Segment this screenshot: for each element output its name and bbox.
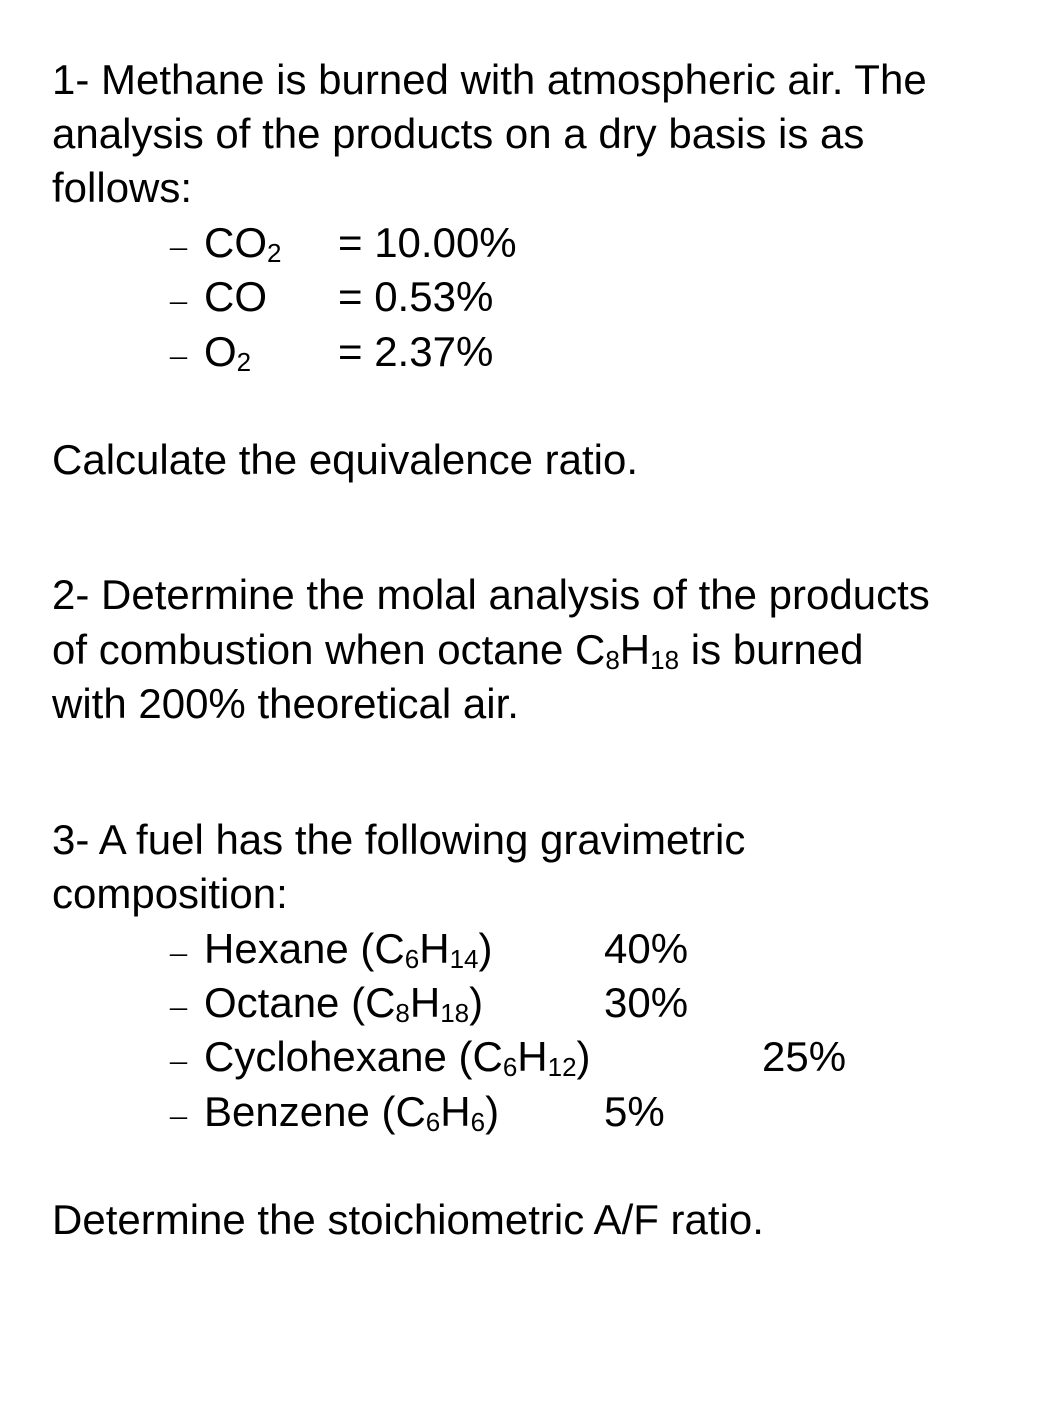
- problem3-question: Determine the stoichiometric A/F ratio.: [52, 1196, 764, 1243]
- item-value: 25%: [762, 1033, 847, 1080]
- problem3-line-1: 3- A fuel has the following gravimetric: [52, 816, 746, 863]
- item-value: = 0.53%: [338, 273, 494, 320]
- item-value: = 2.37%: [338, 328, 494, 375]
- problem3-item-benzene: – Benzene $(C_6H_6)$ 5%: [170, 1085, 499, 1143]
- dash-bullet: –: [170, 988, 187, 1025]
- dash-bullet: –: [170, 1097, 187, 1134]
- problem1-line-2: analysis of the products on a dry basis is as: [52, 110, 865, 157]
- problem3-item-octane: – Octane $(C_8H_{18})$ 30%: [170, 976, 483, 1034]
- dash-bullet: –: [170, 228, 187, 265]
- problem3-item-cyclohexane: – Cyclohexane $(C_6H_{12})$ 25%: [170, 1030, 591, 1088]
- dash-bullet: –: [170, 282, 187, 319]
- dash-bullet: –: [170, 934, 187, 971]
- problem1-line-1: 1- Methane is burned with atmospheric air. The: [52, 56, 927, 103]
- item-value: 5%: [604, 1088, 665, 1135]
- problem1-item-co: – CO = 0.53%: [170, 270, 267, 328]
- item-value: 30%: [604, 979, 689, 1026]
- problem3-item-hexane: – Hexane $(C_6H_{14})$ 40%: [170, 922, 493, 980]
- problem1-question: Calculate the equivalence ratio.: [52, 436, 639, 483]
- problem1-item-o2: – $O_2$ = 2.37%: [170, 325, 251, 383]
- problem2-line-2: of combustion when octane $C_8H_{18}$ is burned: [52, 626, 864, 675]
- item-value: = 10.00%: [338, 219, 517, 266]
- problem1-item-co2: – $CO_2$ = 10.00%: [170, 216, 281, 274]
- problem1-line-3: follows:: [52, 164, 193, 211]
- problem3-line-2: composition:: [52, 870, 288, 917]
- item-value: 40%: [604, 925, 689, 972]
- dash-bullet: –: [170, 337, 187, 374]
- problem2-line-3: with 200% theoretical air.: [52, 680, 519, 727]
- dash-bullet: –: [170, 1042, 187, 1079]
- problem2-line-1: 2- Determine the molal analysis of the products: [52, 571, 930, 618]
